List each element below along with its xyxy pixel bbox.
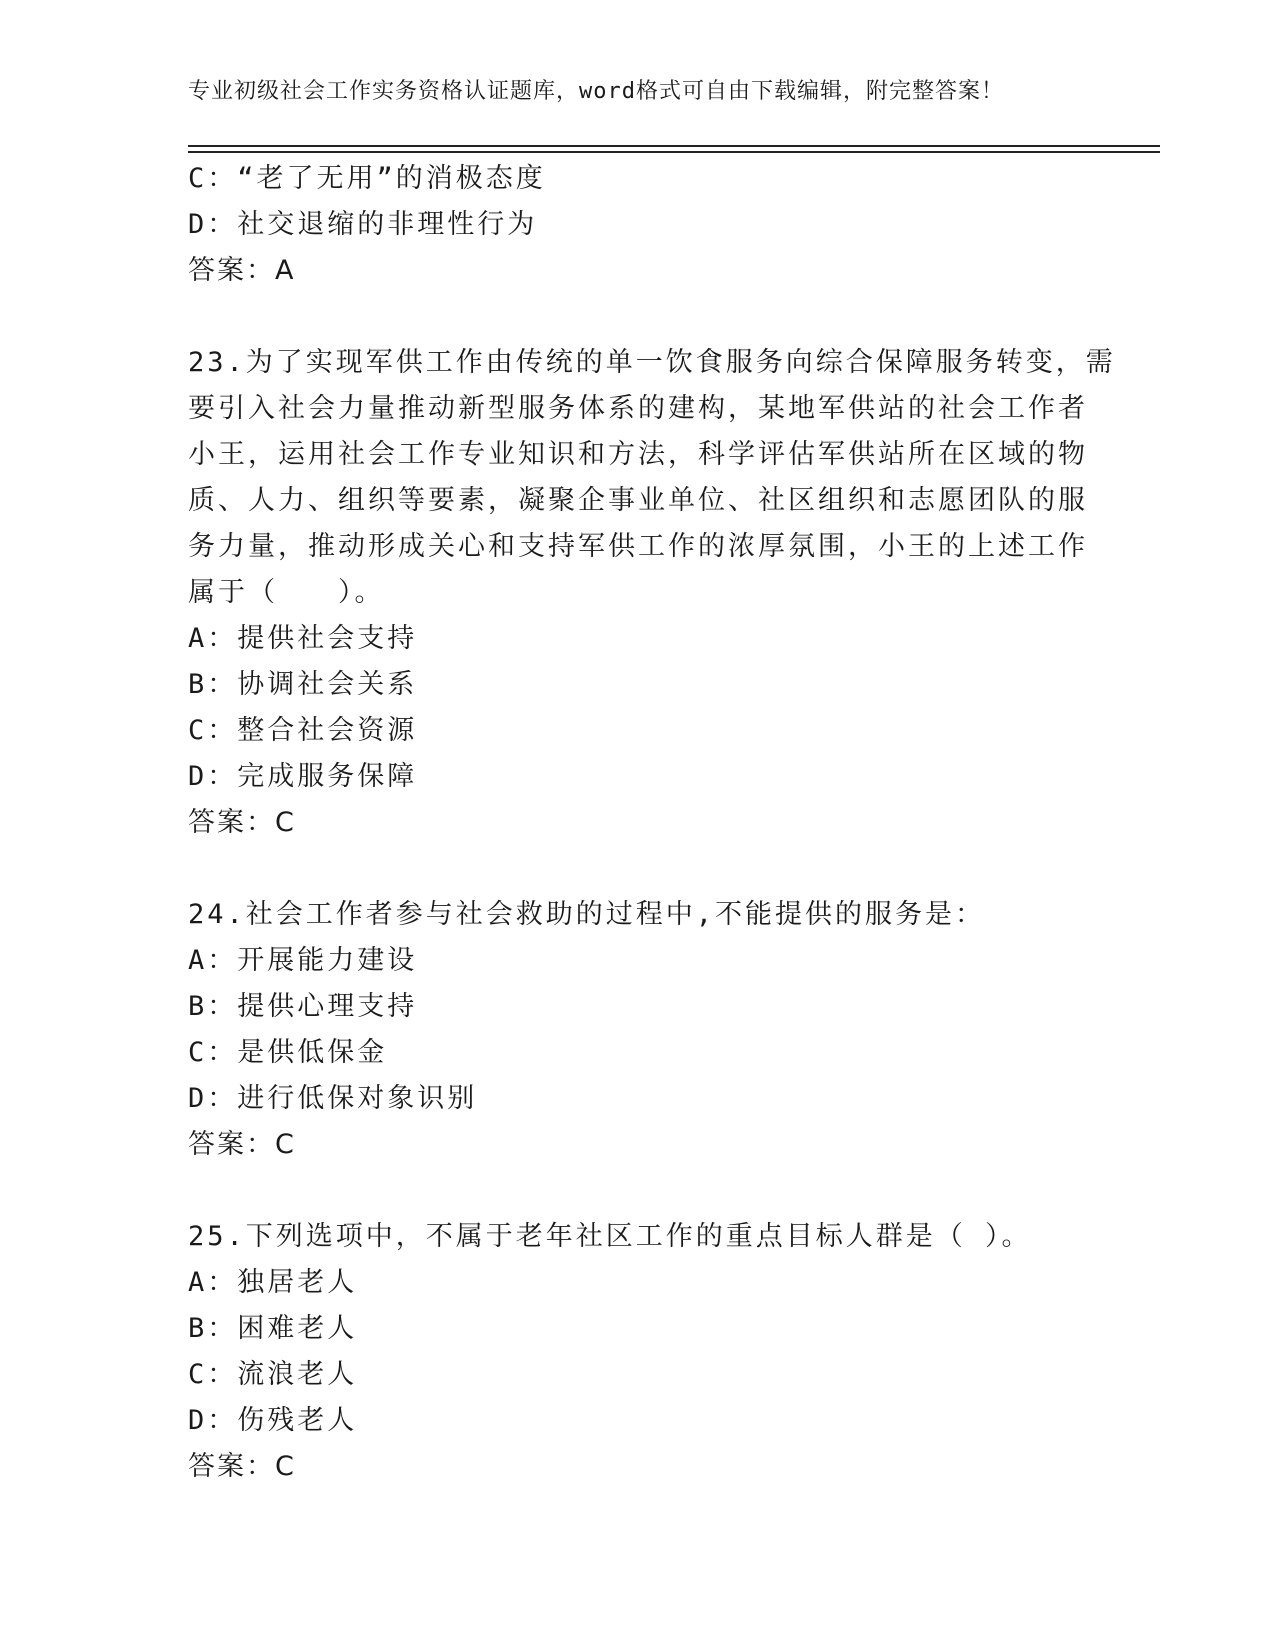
answer-line: 答案：C — [188, 807, 296, 838]
document-body — [188, 156, 1116, 1490]
answer-line: 答案：C — [188, 1451, 296, 1482]
spacer — [188, 846, 1088, 892]
question-22-tail — [188, 156, 1088, 294]
question-stem-line: 24.社会工作者参与社会救助的过程中,不能提供的服务是： — [188, 899, 986, 930]
question-stem-line: 25.下列选项中，不属于老年社区工作的重点目标人群是（ ）。 — [188, 1221, 1032, 1252]
option-c: C：流浪老人 — [188, 1359, 358, 1390]
option-a: A：独居老人 — [188, 1267, 358, 1298]
question-23 — [188, 340, 1116, 846]
header-divider-top — [188, 145, 1160, 147]
option-d: D：社交退缩的非理性行为 — [188, 209, 538, 240]
option-d: D：完成服务保障 — [188, 761, 418, 792]
question-24 — [188, 892, 1088, 1168]
question-stem-line: 要引入社会力量推动新型服务体系的建构，某地军供站的社会工作者 — [188, 393, 1088, 424]
question-25 — [188, 1214, 1088, 1490]
option-d: D：伤残老人 — [188, 1405, 358, 1436]
option-c: C：“老了无用”的消极态度 — [188, 163, 546, 194]
option-a: A：提供社会支持 — [188, 623, 418, 654]
option-d: D：进行低保对象识别 — [188, 1083, 478, 1114]
question-stem-line: 23.为了实现军供工作由传统的单一饮食服务向综合保障服务转变，需 — [188, 347, 1116, 378]
header-divider-bottom — [188, 151, 1160, 153]
question-stem-line: 质、人力、组织等要素，凝聚企事业单位、社区组织和志愿团队的服 — [188, 485, 1088, 516]
spacer — [188, 294, 1088, 340]
option-c: C：整合社会资源 — [188, 715, 418, 746]
option-b: B：提供心理支持 — [188, 991, 418, 1022]
question-stem-line: 属于（ ）。 — [188, 577, 385, 608]
answer-line: 答案：C — [188, 1129, 296, 1160]
question-stem-line: 务力量，推动形成关心和支持军供工作的浓厚氛围，小王的上述工作 — [188, 531, 1088, 562]
question-stem-line: 小王，运用社会工作专业知识和方法，科学评估军供站所在区域的物 — [188, 439, 1088, 470]
option-b: B：困难老人 — [188, 1313, 358, 1344]
option-b: B：协调社会关系 — [188, 669, 418, 700]
option-c: C：是供低保金 — [188, 1037, 388, 1068]
option-a: A：开展能力建设 — [188, 945, 418, 976]
answer-line: 答案：A — [188, 255, 296, 286]
spacer — [188, 1168, 1088, 1214]
page-header: 专业初级社会工作实务资格认证题库，word格式可自由下载编辑，附完整答案！ — [188, 79, 1004, 104]
